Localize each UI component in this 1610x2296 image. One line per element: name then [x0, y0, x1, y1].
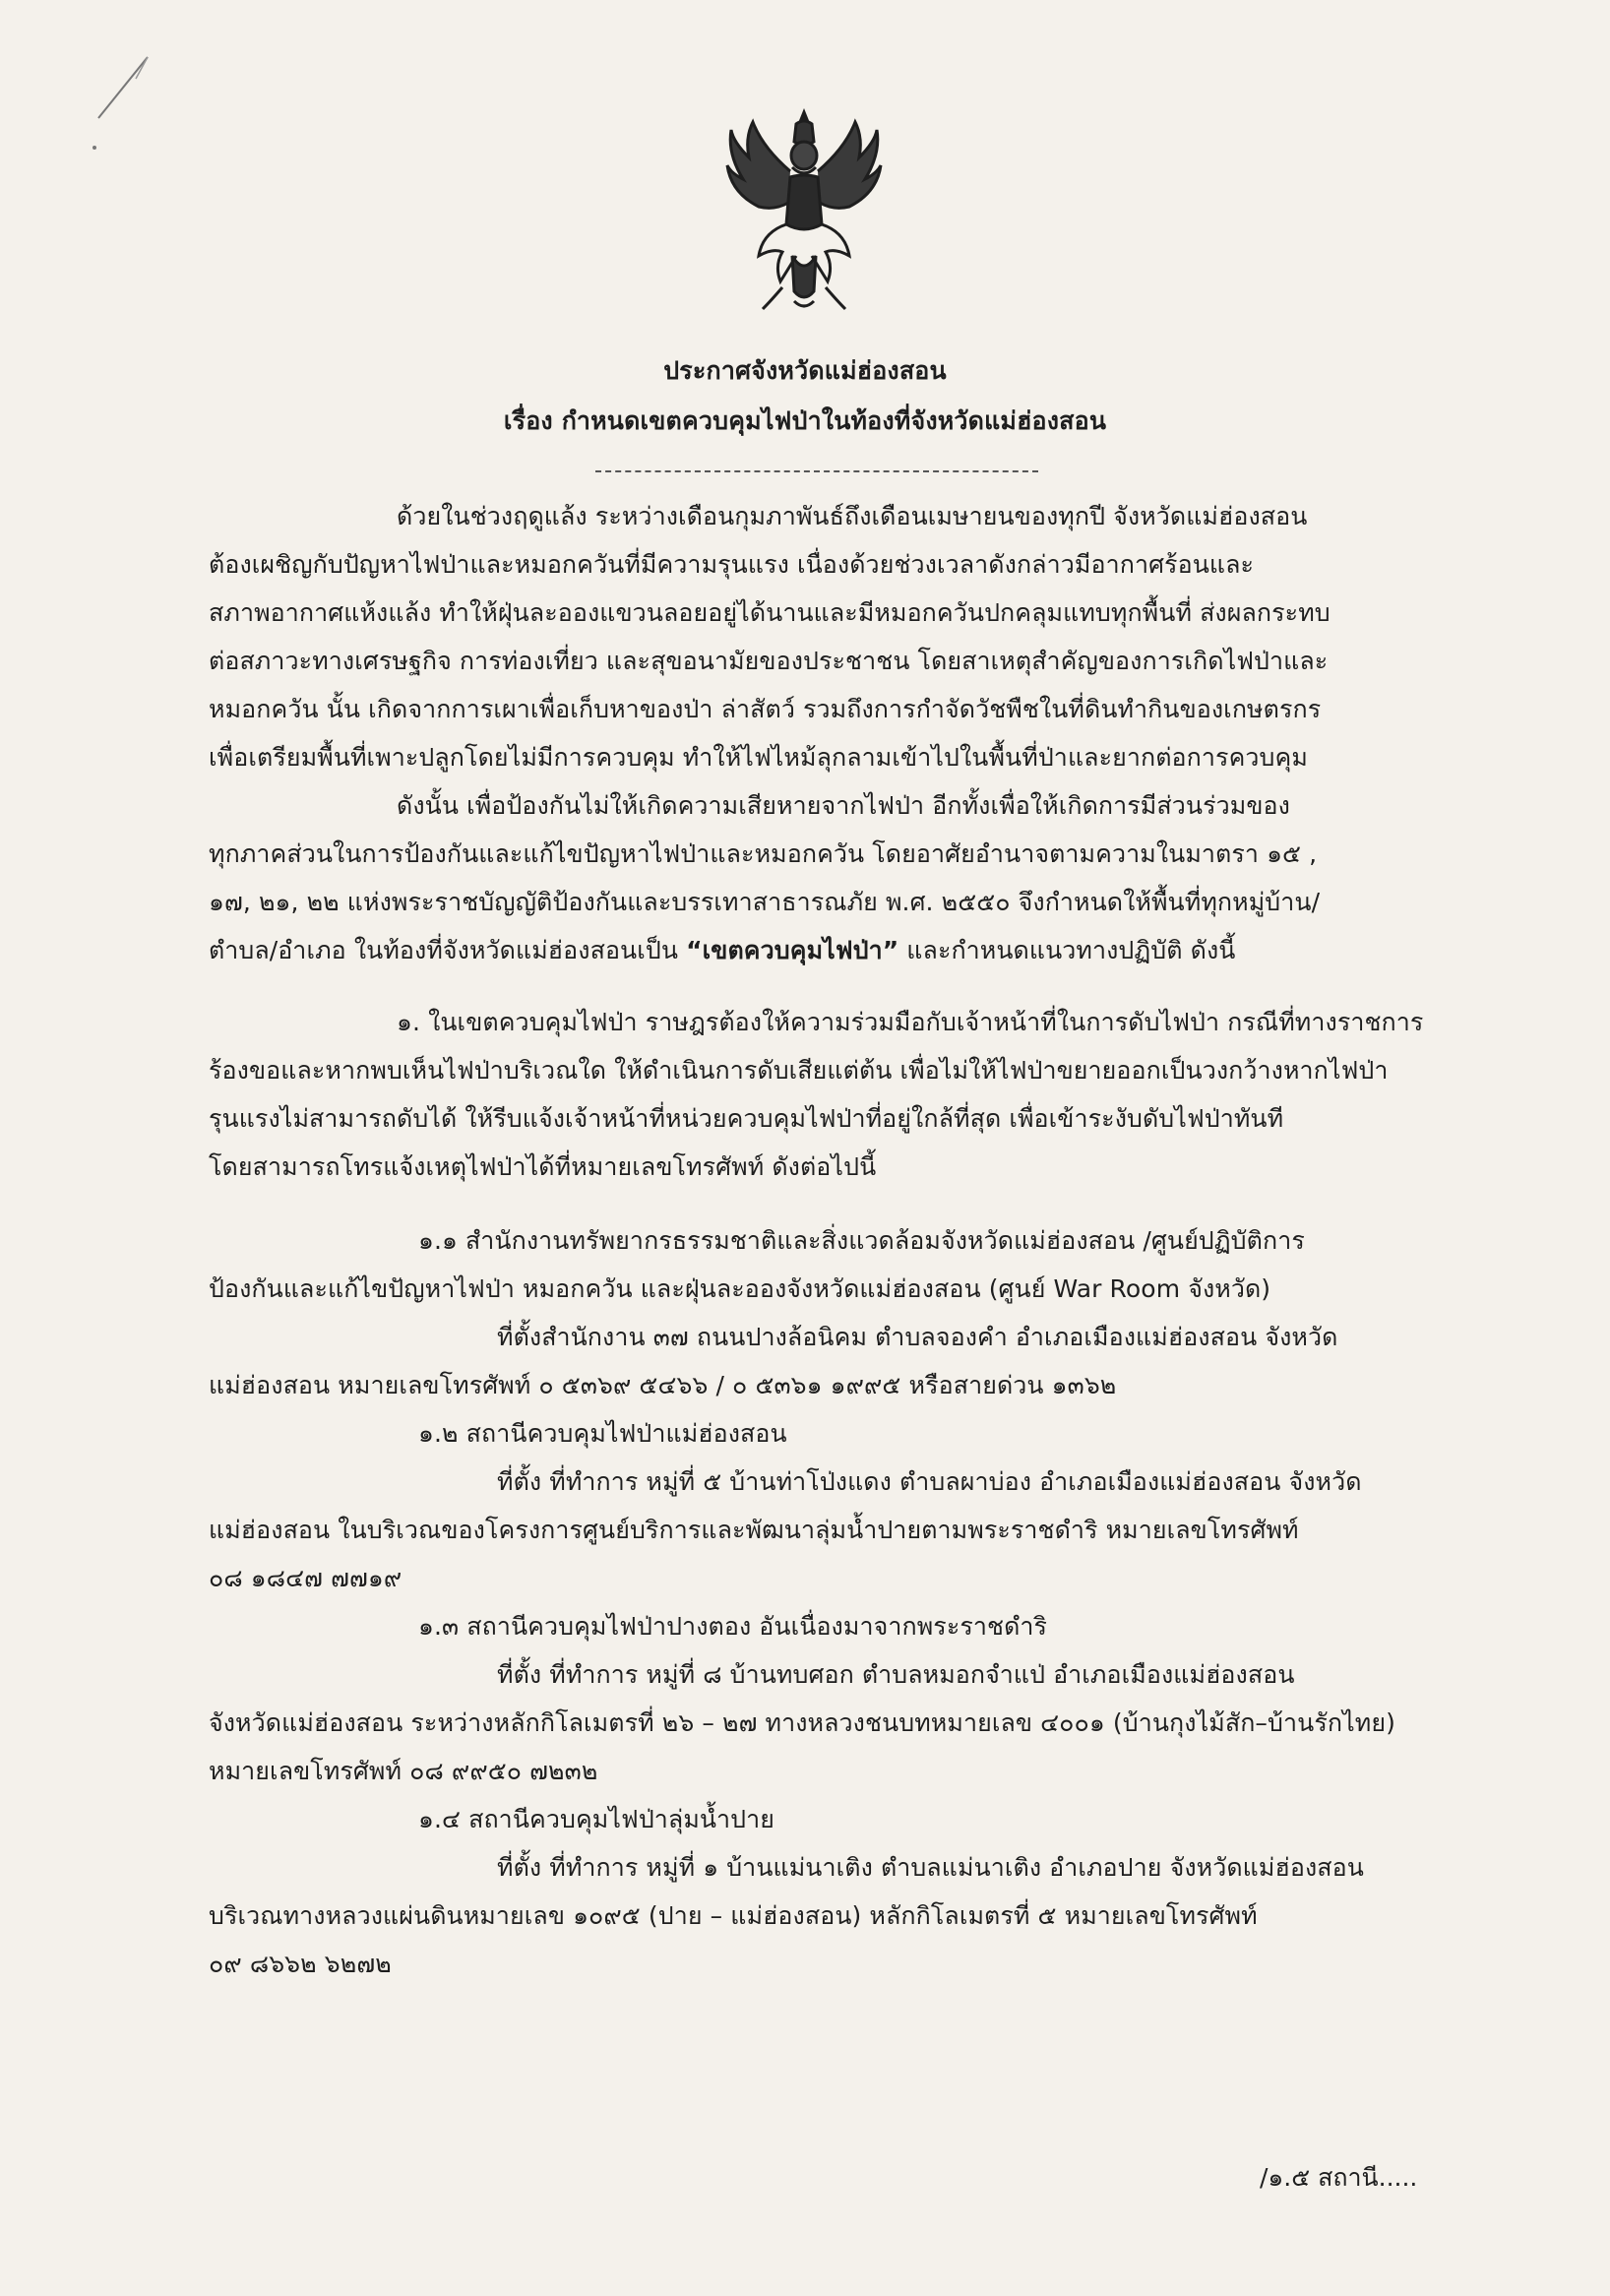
- item-1-2-line: ๐๘ ๑๘๔๗ ๗๗๑๙: [209, 1564, 402, 1592]
- item-1-2-line: แม่ฮ่องสอน ในบริเวณของโครงการศูนย์บริการและพัฒนาลุ่มน้ำปายตามพระราชดำริ หมายเลขโทรศัพท์: [209, 1516, 1299, 1544]
- item-1-line: ๑. ในเขตควบคุมไฟป่า ราษฎรต้องให้ความร่วมมือกับเจ้าหน้าที่ในการดับไฟป่า กรณีที่ทางราชการ: [397, 1008, 1424, 1036]
- item-1-2-line: ที่ตั้ง ที่ทำการ หมู่ที่ ๕ บ้านท่าโป่งแดง ตำบลผาบ่อง อำเภอเมืองแม่ฮ่องสอน จังหวัด: [497, 1467, 1362, 1496]
- therefore-line: ดังนั้น เพื่อป้องกันไม่ให้เกิดความเสียหายจากไฟป่า อีกทั้งเพื่อให้เกิดการมีส่วนร่วมของ: [397, 791, 1290, 820]
- intro-line: หมอกควัน นั้น เกิดจากการเผาเพื่อเก็บหาของป่า ล่าสัตว์ รวมถึงการกำจัดวัชพืชในที่ดินทำกินของเกษตรกร: [209, 695, 1322, 723]
- item-1-1-line: ที่ตั้งสำนักงาน ๓๗ ถนนปางล้อนิคม ตำบลจองคำ อำเภอเมืองแม่ฮ่องสอน จังหวัด: [497, 1323, 1338, 1351]
- announcement-title: ประกาศจังหวัดแม่ฮ่องสอน: [663, 356, 947, 385]
- item-1-4-line: บริเวณทางหลวงแผ่นดินหมายเลข ๑๐๙๕ (ปาย – แม่ฮ่องสอน) หลักกิโลเมตรที่ ๕ หมายเลขโทรศัพท์: [209, 1901, 1258, 1930]
- declaration-prefix: ตำบล/อำเภอ ในท้องที่จังหวัดแม่ฮ่องสอนเป็น: [209, 936, 687, 964]
- item-1-3-line: หมายเลขโทรศัพท์ ๐๘ ๙๙๕๐ ๗๒๓๒: [209, 1757, 598, 1785]
- declaration-line: [209, 934, 1235, 967]
- pen-stroke-mark: [89, 49, 167, 167]
- page-continuation: /๑.๕ สถานี.....: [1260, 2163, 1418, 2192]
- intro-line: ต้องเผชิญกับปัญหาไฟป่าและหมอกควันที่มีความรุนแรง เนื่องด้วยช่วงเวลาดังกล่าวมีอากาศร้อนและ: [209, 550, 1255, 579]
- garuda-emblem-icon: [723, 108, 886, 315]
- therefore-line: ทุกภาคส่วนในการป้องกันและแก้ไขปัญหาไฟป่าและหมอกควัน โดยอาศัยอำนาจตามความในมาตรา ๑๕ ,: [209, 839, 1318, 868]
- fire-control-zone-term: “เขตควบคุมไฟป่า”: [686, 936, 899, 964]
- intro-line: สภาพอากาศแห้งแล้ง ทำให้ฝุ่นละอองแขวนลอยอยู่ได้นานและมีหมอกควันปกคลุมแทบทุกพื้นที่ ส่งผลกระทบ: [209, 598, 1331, 627]
- title-divider: [595, 470, 1038, 472]
- announcement-subject: เรื่อง กำหนดเขตควบคุมไฟป่าในท้องที่จังหวัดแม่ฮ่องสอน: [503, 406, 1107, 435]
- item-1-1-line: ป้องกันและแก้ไขปัญหาไฟป่า หมอกควัน และฝุ่นละอองจังหวัดแม่ฮ่องสอน (ศูนย์ War Room จังหวัด): [209, 1274, 1271, 1303]
- item-1-line: รุนแรงไม่สามารถดับได้ ให้รีบแจ้งเจ้าหน้าที่หน่วยควบคุมไฟป่าที่อยู่ใกล้ที่สุด เพื่อเข้าระงับดับไฟป่าทันที: [209, 1104, 1284, 1133]
- item-1-1-line: แม่ฮ่องสอน หมายเลขโทรศัพท์ ๐ ๕๓๖๙ ๕๔๖๖ / ๐ ๕๓๖๑ ๑๙๙๕ หรือสายด่วน ๑๓๖๒: [209, 1371, 1117, 1399]
- item-1-line: โดยสามารถโทรแจ้งเหตุไฟป่าได้ที่หมายเลขโทรศัพท์ ดังต่อไปนี้: [209, 1152, 877, 1181]
- item-1-4-line: ๑.๔ สถานีควบคุมไฟป่าลุ่มน้ำปาย: [418, 1805, 775, 1833]
- therefore-line: ๑๗, ๒๑, ๒๒ แห่งพระราชบัญญัติป้องกันและบรรเทาสาธารณภัย พ.ศ. ๒๕๕๐ จึงกำหนดให้พื้นที่ทุกหมู่บ้าน/: [209, 888, 1321, 916]
- item-1-4-line: ๐๙ ๘๖๖๒ ๖๒๗๒: [209, 1950, 392, 1978]
- item-1-3-line: ๑.๓ สถานีควบคุมไฟป่าปางตอง อันเนื่องมาจากพระราชดำริ: [418, 1612, 1047, 1641]
- item-1-2-line: ๑.๒ สถานีควบคุมไฟป่าแม่ฮ่องสอน: [418, 1419, 787, 1448]
- item-1-3-line: ที่ตั้ง ที่ทำการ หมู่ที่ ๘ บ้านทบศอก ตำบลหมอกจำแป่ อำเภอเมืองแม่ฮ่องสอน: [497, 1660, 1295, 1689]
- intro-line: ต่อสภาวะทางเศรษฐกิจ การท่องเที่ยว และสุขอนามัยของประชาชน โดยสาเหตุสำคัญของการเกิดไฟป่าและ: [209, 647, 1329, 675]
- item-1-3-line: จังหวัดแม่ฮ่องสอน ระหว่างหลักกิโลเมตรที่ ๒๖ – ๒๗ ทางหลวงชนบทหมายเลข ๔๐๐๑ (บ้านกุงไม้สัก–บ้านรักไทย): [209, 1708, 1395, 1737]
- intro-line: เพื่อเตรียมพื้นที่เพาะปลูกโดยไม่มีการควบคุม ทำให้ไฟไหม้ลุกลามเข้าไปในพื้นที่ป่าและยากต่อการควบคุม: [209, 743, 1308, 772]
- item-1-line: ร้องขอและหากพบเห็นไฟป่าบริเวณใด ให้ดำเนินการดับเสียแต่ต้น เพื่อไม่ให้ไฟป่าขยายออกเป็นวงกว้างหากไฟป่า: [209, 1056, 1389, 1085]
- item-1-4-line: ที่ตั้ง ที่ทำการ หมู่ที่ ๑ บ้านแม่นาเติง ตำบลแม่นาเติง อำเภอปาย จังหวัดแม่ฮ่องสอน: [497, 1853, 1364, 1882]
- item-1-1-line: ๑.๑ สำนักงานทรัพยากรธรรมชาติและสิ่งแวดล้อมจังหวัดแม่ฮ่องสอน /ศูนย์ปฏิบัติการ: [418, 1226, 1305, 1255]
- declaration-suffix: และกำหนดแนวทางปฏิบัติ ดังนี้: [898, 936, 1236, 964]
- intro-line: ด้วยในช่วงฤดูแล้ง ระหว่างเดือนกุมภาพันธ์ถึงเดือนเมษายนของทุกปี จังหวัดแม่ฮ่องสอน: [397, 502, 1308, 530]
